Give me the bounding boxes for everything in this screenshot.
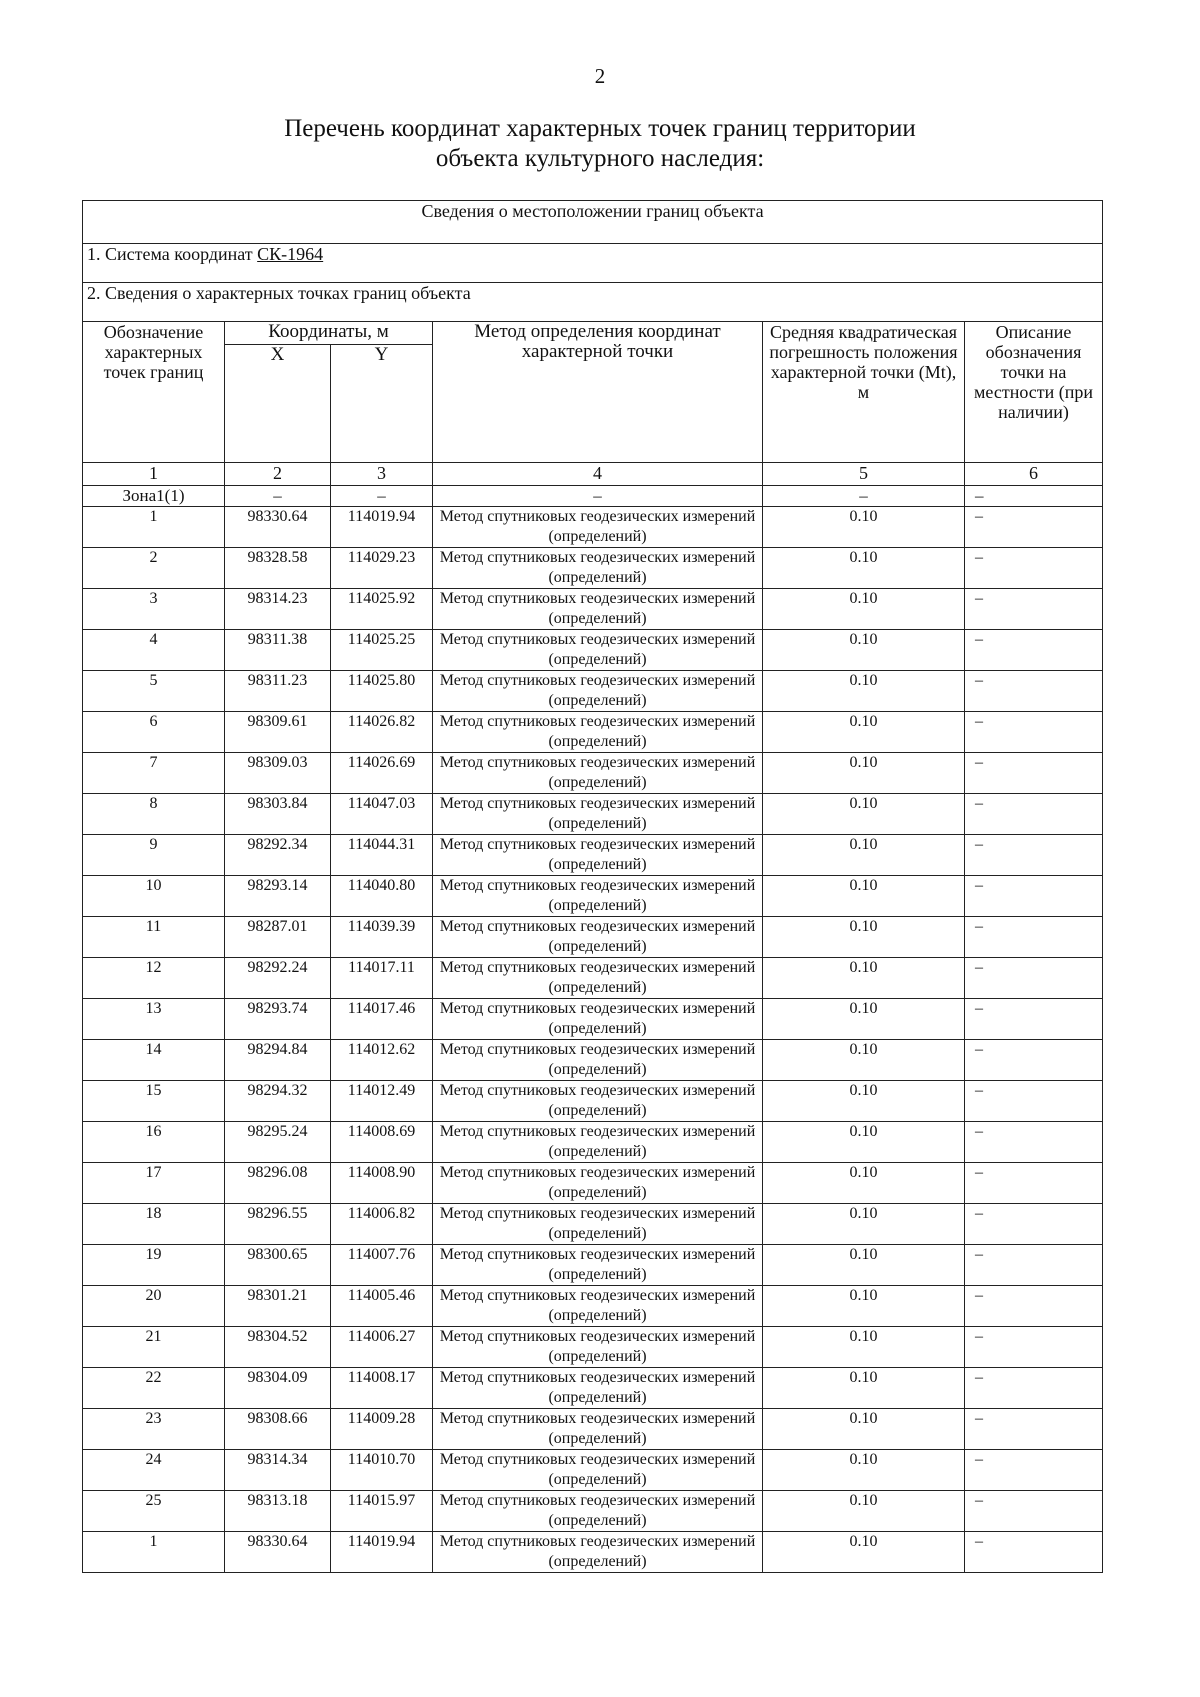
method-cell: Метод спутниковых геодезических измерений (определений) [433,507,763,548]
method-cell: Метод спутниковых геодезических измерений (определений) [433,1532,763,1573]
description-cell: – [965,753,1103,794]
x-coordinate-cell: 98293.14 [225,876,331,917]
description-cell: – [965,1122,1103,1163]
y-coordinate-cell: 114047.03 [331,794,433,835]
table-row [83,1532,1103,1573]
point-id-cell: 7 [83,753,225,794]
error-cell: 0.10 [763,589,965,630]
description-cell: – [965,1286,1103,1327]
point-id-cell: 9 [83,835,225,876]
point-id-cell: 2 [83,548,225,589]
point-id-cell: 12 [83,958,225,999]
point-id-cell: 10 [83,876,225,917]
x-coordinate-cell: 98292.34 [225,835,331,876]
description-cell: – [965,1327,1103,1368]
table-row [83,589,1103,630]
header-designation: Обозначение характерных точек границ [83,322,225,463]
x-coordinate-cell: 98309.61 [225,712,331,753]
description-cell: – [965,712,1103,753]
table-row [83,753,1103,794]
description-cell: – [965,1409,1103,1450]
method-cell: Метод спутниковых геодезических измерений (определений) [433,1040,763,1081]
description-cell: – [965,589,1103,630]
method-cell: Метод спутниковых геодезических измерений (определений) [433,1409,763,1450]
x-coordinate-cell: 98330.64 [225,1532,331,1573]
x-coordinate-cell: 98292.24 [225,958,331,999]
y-coordinate-cell: 114044.31 [331,835,433,876]
method-cell: Метод спутниковых геодезических измерений (определений) [433,753,763,794]
description-cell: – [965,876,1103,917]
x-coordinate-cell: 98313.18 [225,1491,331,1532]
method-cell: Метод спутниковых геодезических измерений (определений) [433,1245,763,1286]
table-row [83,1245,1103,1286]
column-number: 6 [965,463,1103,486]
method-cell: Метод спутниковых геодезических измерений (определений) [433,1081,763,1122]
method-cell: Метод спутниковых геодезических измерений (определений) [433,589,763,630]
title-line-2: объекта культурного наследия: [435,145,765,172]
x-coordinate-cell: 98314.23 [225,589,331,630]
header-y: Y [331,345,433,463]
table-row [83,1450,1103,1491]
point-id-cell: 20 [83,1286,225,1327]
x-coordinate-cell: 98328.58 [225,548,331,589]
error-cell: 0.10 [763,1163,965,1204]
table-row [83,1409,1103,1450]
description-cell: – [965,999,1103,1040]
point-id-cell: 13 [83,999,225,1040]
point-id-cell: 22 [83,1368,225,1409]
point-id-cell: 18 [83,1204,225,1245]
point-id-cell: 15 [83,1081,225,1122]
description-cell: – [965,1245,1103,1286]
header-method: Метод определения координат характерной точки [433,322,763,463]
header-description: Описание обозначения точки на местности (при наличии) [965,322,1103,463]
header-coordinates: Координаты, м [225,322,433,345]
error-cell: 0.10 [763,794,965,835]
x-coordinate-cell: 98311.23 [225,671,331,712]
table-row [83,1491,1103,1532]
table-row [83,1327,1103,1368]
method-cell: Метод спутниковых геодезических измерений (определений) [433,835,763,876]
point-id-cell: 8 [83,794,225,835]
y-coordinate-cell: 114029.23 [331,548,433,589]
y-coordinate-cell: 114040.80 [331,876,433,917]
method-cell: Метод спутниковых геодезических измерений (определений) [433,999,763,1040]
x-coordinate-cell: 98296.08 [225,1163,331,1204]
y-coordinate-cell: 114008.90 [331,1163,433,1204]
point-id-cell: 16 [83,1122,225,1163]
description-cell: – [965,958,1103,999]
error-cell: 0.10 [763,835,965,876]
method-cell: Метод спутниковых геодезических измерений (определений) [433,1368,763,1409]
error-cell: 0.10 [763,876,965,917]
table-row [83,1368,1103,1409]
x-coordinate-cell: 98301.21 [225,1286,331,1327]
description-cell: – [965,1532,1103,1573]
point-id-cell: 21 [83,1327,225,1368]
y-coordinate-cell: 114025.80 [331,671,433,712]
y-coordinate-cell: 114006.82 [331,1204,433,1245]
table-row [83,999,1103,1040]
error-cell: 0.10 [763,1368,965,1409]
header-x: X [225,345,331,463]
x-coordinate-cell: 98294.84 [225,1040,331,1081]
error-cell: 0.10 [763,1245,965,1286]
y-coordinate-cell: 114012.62 [331,1040,433,1081]
error-cell: 0.10 [763,1040,965,1081]
y-coordinate-cell: 114007.76 [331,1245,433,1286]
error-cell: 0.10 [763,1491,965,1532]
method-cell: Метод спутниковых геодезических измерений (определений) [433,1491,763,1532]
table-row [83,1122,1103,1163]
description-cell: – [965,1491,1103,1532]
x-coordinate-cell: 98293.74 [225,999,331,1040]
description-cell: – [965,1204,1103,1245]
x-coordinate-cell: 98304.52 [225,1327,331,1368]
y-coordinate-cell: 114005.46 [331,1286,433,1327]
point-id-cell: 1 [83,1532,225,1573]
error-cell: 0.10 [763,630,965,671]
x-coordinate-cell: 98330.64 [225,507,331,548]
x-coordinate-cell: 98294.32 [225,1081,331,1122]
zone-row [83,486,1103,507]
error-cell: 0.10 [763,1409,965,1450]
description-cell: – [965,630,1103,671]
coordinate-system-value: СК-1964 [257,244,324,264]
error-cell: 0.10 [763,1532,965,1573]
y-coordinate-cell: 114019.94 [331,507,433,548]
table-row [83,507,1103,548]
x-coordinate-cell: 98295.24 [225,1122,331,1163]
y-coordinate-cell: 114008.69 [331,1122,433,1163]
point-id-cell: 5 [83,671,225,712]
table-row [83,1204,1103,1245]
description-cell: – [965,835,1103,876]
error-cell: 0.10 [763,1286,965,1327]
column-numbers-row [83,463,1103,486]
point-id-cell: 24 [83,1450,225,1491]
point-id-cell: 25 [83,1491,225,1532]
x-coordinate-cell: 98304.09 [225,1368,331,1409]
y-coordinate-cell: 114008.17 [331,1368,433,1409]
zone-dash: – [763,486,965,507]
y-coordinate-cell: 114010.70 [331,1450,433,1491]
table-row [83,1286,1103,1327]
y-coordinate-cell: 114009.28 [331,1409,433,1450]
x-coordinate-cell: 98296.55 [225,1204,331,1245]
point-id-cell: 1 [83,507,225,548]
description-cell: – [965,1163,1103,1204]
description-cell: – [965,917,1103,958]
points-title: 2. Сведения о характерных точках границ объекта [83,283,1103,322]
error-cell: 0.10 [763,548,965,589]
point-id-cell: 17 [83,1163,225,1204]
description-cell: – [965,1368,1103,1409]
method-cell: Метод спутниковых геодезических измерений (определений) [433,1204,763,1245]
point-id-cell: 3 [83,589,225,630]
table-row [83,1163,1103,1204]
point-id-cell: 4 [83,630,225,671]
coordinate-system-label: 1. Система координат [87,244,258,264]
method-cell: Метод спутниковых геодезических измерений (определений) [433,548,763,589]
title-line-1: Перечень координат характерных точек границ территории [284,115,916,142]
description-cell: – [965,671,1103,712]
table-row [83,712,1103,753]
column-number: 5 [763,463,965,486]
table-row [83,958,1103,999]
x-coordinate-cell: 98300.65 [225,1245,331,1286]
y-coordinate-cell: 114017.46 [331,999,433,1040]
table-row [83,630,1103,671]
point-id-cell: 11 [83,917,225,958]
zone-dash: – [331,486,433,507]
y-coordinate-cell: 114012.49 [331,1081,433,1122]
coordinates-table [82,200,1103,1573]
table-row [83,1040,1103,1081]
description-cell: – [965,794,1103,835]
header-row-1 [83,322,1103,345]
column-number: 3 [331,463,433,486]
description-cell: – [965,1040,1103,1081]
method-cell: Метод спутниковых геодезических измерений (определений) [433,1327,763,1368]
table-row [83,671,1103,712]
error-cell: 0.10 [763,958,965,999]
page-number: 2 [594,64,606,88]
y-coordinate-cell: 114025.25 [331,630,433,671]
table-row [83,835,1103,876]
header-error: Средняя квадратическая погрешность положения характерной точки (Mt), м [763,322,965,463]
method-cell: Метод спутниковых геодезических измерений (определений) [433,794,763,835]
point-id-cell: 6 [83,712,225,753]
description-cell: – [965,1081,1103,1122]
points-title-row [83,283,1103,322]
error-cell: 0.10 [763,1450,965,1491]
method-cell: Метод спутниковых геодезических измерений (определений) [433,1122,763,1163]
zone-label: Зона1(1) [83,486,225,507]
page-title [0,114,1200,174]
error-cell: 0.10 [763,1081,965,1122]
method-cell: Метод спутниковых геодезических измерений (определений) [433,876,763,917]
description-cell: – [965,507,1103,548]
description-cell: – [965,548,1103,589]
column-number: 4 [433,463,763,486]
error-cell: 0.10 [763,671,965,712]
table-row [83,794,1103,835]
method-cell: Метод спутниковых геодезических измерений (определений) [433,917,763,958]
error-cell: 0.10 [763,1327,965,1368]
error-cell: 0.10 [763,507,965,548]
section-title: Сведения о местоположении границ объекта [83,201,1103,244]
table-row [83,548,1103,589]
point-id-cell: 14 [83,1040,225,1081]
table-row [83,1081,1103,1122]
zone-dash: – [965,486,1103,507]
error-cell: 0.10 [763,753,965,794]
error-cell: 0.10 [763,712,965,753]
coordinate-system-row [83,244,1103,283]
method-cell: Метод спутниковых геодезических измерений (определений) [433,630,763,671]
column-number: 1 [83,463,225,486]
x-coordinate-cell: 98287.01 [225,917,331,958]
point-id-cell: 23 [83,1409,225,1450]
zone-dash: – [225,486,331,507]
table-row [83,917,1103,958]
y-coordinate-cell: 114015.97 [331,1491,433,1532]
x-coordinate-cell: 98309.03 [225,753,331,794]
column-number: 2 [225,463,331,486]
method-cell: Метод спутниковых геодезических измерений (определений) [433,671,763,712]
x-coordinate-cell: 98308.66 [225,1409,331,1450]
error-cell: 0.10 [763,917,965,958]
error-cell: 0.10 [763,1122,965,1163]
x-coordinate-cell: 98303.84 [225,794,331,835]
x-coordinate-cell: 98314.34 [225,1450,331,1491]
y-coordinate-cell: 114025.92 [331,589,433,630]
method-cell: Метод спутниковых геодезических измерений (определений) [433,1450,763,1491]
zone-dash: – [433,486,763,507]
y-coordinate-cell: 114039.39 [331,917,433,958]
error-cell: 0.10 [763,1204,965,1245]
method-cell: Метод спутниковых геодезических измерений (определений) [433,712,763,753]
y-coordinate-cell: 114019.94 [331,1532,433,1573]
point-id-cell: 19 [83,1245,225,1286]
y-coordinate-cell: 114026.82 [331,712,433,753]
method-cell: Метод спутниковых геодезических измерений (определений) [433,1286,763,1327]
y-coordinate-cell: 114026.69 [331,753,433,794]
table-row [83,876,1103,917]
coordinate-system [83,244,1103,283]
y-coordinate-cell: 114006.27 [331,1327,433,1368]
description-cell: – [965,1450,1103,1491]
method-cell: Метод спутниковых геодезических измерений (определений) [433,958,763,999]
y-coordinate-cell: 114017.11 [331,958,433,999]
x-coordinate-cell: 98311.38 [225,630,331,671]
section-title-row [83,201,1103,244]
method-cell: Метод спутниковых геодезических измерений (определений) [433,1163,763,1204]
error-cell: 0.10 [763,999,965,1040]
